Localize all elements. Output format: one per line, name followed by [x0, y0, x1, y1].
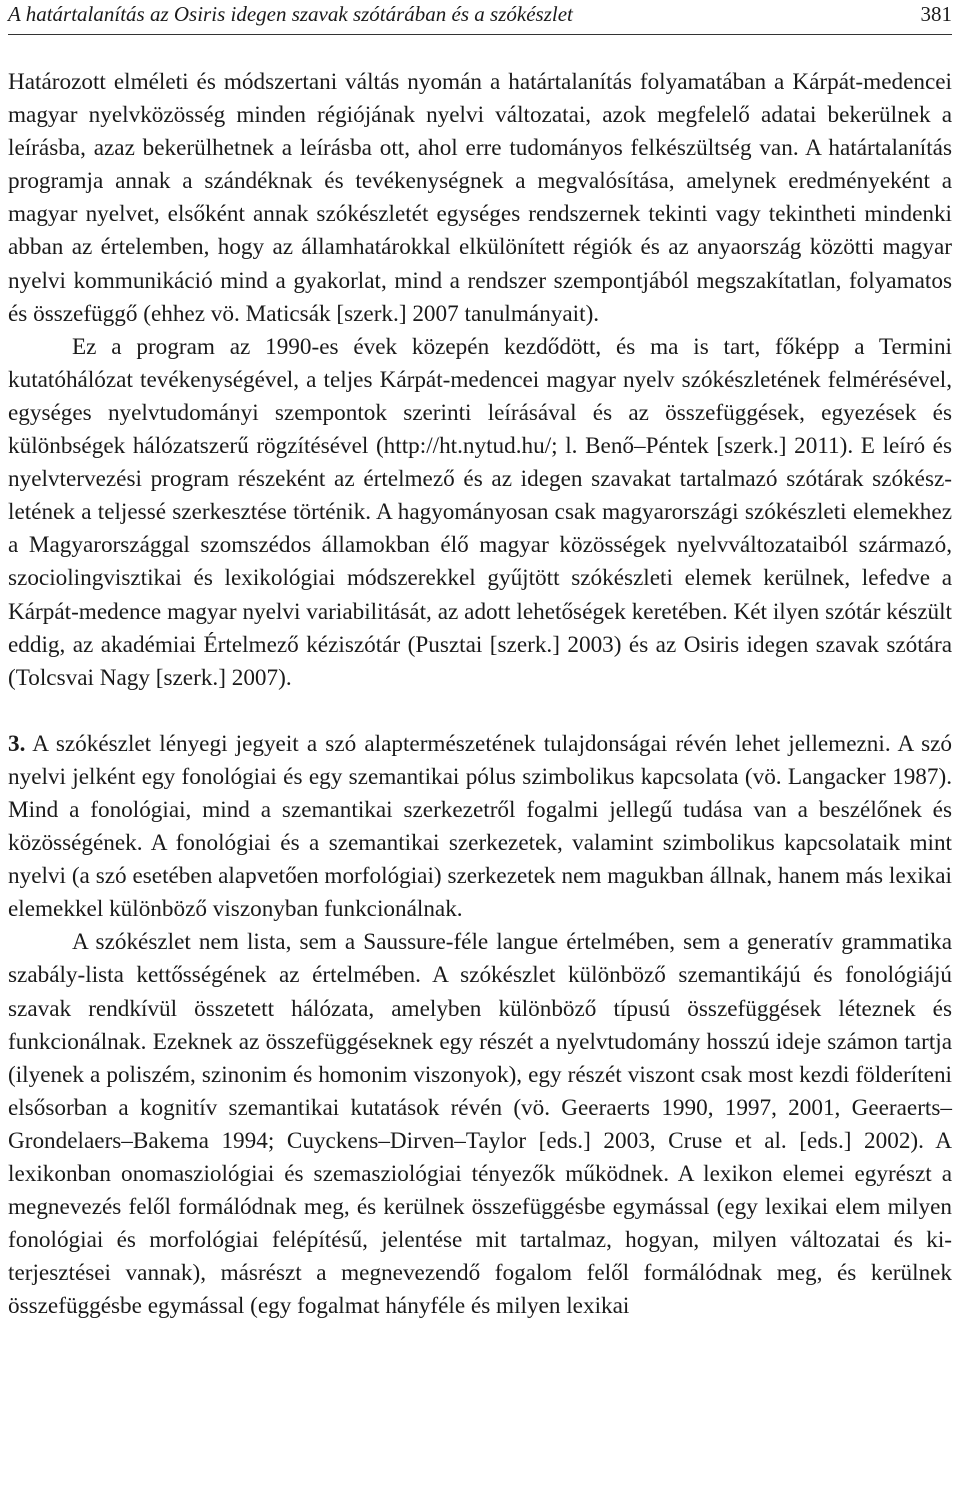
body-text: [8, 66, 952, 1323]
running-header-title: A határtalanítás az Osiris idegen szavak szótárában és a szókészlet: [8, 2, 573, 26]
paragraph: Ez a program az 1990-es évek közepén kezdődött, és ma is tart, főképp a Termini kutatóhálózat tevékenységével, a teljes Kárpát-medencei magyar nyelv szókészletének felmérésével, egységes nyelvtudományi szempontok szerinti leírásával és az összefüggések, egyezések és különbségek hálózatszerű rögzítésével (http://ht.nytud.hu/; l. Benő–Péntek [szerk.] 2011). E leíró és nyelvtervezési program részeként az értelmező és az idegen szavakat tartalmazó szótárak szókészletének a teljessé szerkesztése történik. A hagyományosan csak magyarországi szókészleti elemekhez a Magyarországgal szomszédos államokban élő magyar közösségek nyelvváltozataiból származó, szociolingvisztikai és lexikológiai módszerekkel gyűjtött szókészleti elemek kerülnek, lefedve a Kárpát-medence magyar nyelvi variabilitását, az adott lehetőségek keretében. Két ilyen szótár készült eddig, az akadémiai Értelmező kéziszótár (Pusztai [szerk.] 2003) és az Osiris idegen szavak szótára (Tolcsvai Nagy [szerk.] 2007).: [8, 333, 952, 691]
section-paragraph-text: A szókészlet lényegi jegyeit a szó alaptermészetének tulajdonságai révén lehet jellemezni. A szó nyelvi jelként egy fonológiai és egy szemantikai pólus szimbolikus kapcsolata (vö. Langacker 1987). Mind a fonológiai, mind a szemantikai szerkezetről fogalmi jellegű tudása van a beszélőnek és közösségének. A fonológiai és a szemantikai szerkezetek, valamint szimbolikus kapcsolataik mint nyelvi (a szó esetében alapvetően morfológiai) szerkezetek nem magukban állnak, hanem más lexikai elemekkel különböző viszonyban funkcionálnak.: [8, 730, 952, 923]
running-header: [8, 0, 952, 35]
page: [8, 0, 952, 1506]
section-number: 3.: [8, 730, 26, 757]
page-number: 381: [920, 2, 952, 26]
section-paragraph: [8, 728, 952, 927]
paragraph: Határozott elméleti és módszertani váltás nyomán a határtalanítás folyamatában a Kárpát-medencei magyar nyelvközösség minden régiójának nyelvi változatai, azok megfelelő adatai bekerülnek a leírásba, azaz bekerülhetnek a leírásba ott, ahol erre tudományos felkészültség van. A határtalanítás programja annak a szándéknak és tevékenységnek a megvalósítása, amelynek eredményeként a magyar nyelvet, elsőként annak szókészletét egységes rendszernek tekinti vagy tekintheti mindenki abban az értelemben, hogy az államhatárokkal elkülönített régiók és az anyaország közötti magyar nyelvi kommunikáció mind a gyakorlat, mind a rendszer szempontjából megszakítatlan, folyamatos és összefüggő (ehhez vö. Maticsák [szerk.] 2007 tanulmányait).: [8, 69, 952, 327]
paragraph: A szókészlet nem lista, sem a Saussure-féle langue értelmében, sem a generatív grammatika szabály-lista kettősségének az értelmében. A szókészlet különböző szemantikájú és fonológiájú szavak rendkívül összetett hálózata, amelyben különböző típusú összefüggések léteznek és funkcionálnak. Ezeknek az összefüggéseknek egy részét a nyelvtudomány hosszú ideje számon tartja (ilyenek a poliszém, szinonim és homonim viszonyok), egy részét viszont csak most kezdi földeríteni elsősorban a kognitív szemantikai kutatások révén (vö. Geeraerts 1990, 1997, 2001, Geeraerts–Grondelaers–Bakema 1994; Cuyckens–Dirven–Taylor [eds.] 2003, Cruse et al. [eds.] 2002). A lexikonban onomasziológiai és szemasziológiai tényezők működnek. A lexikon elemei egyrészt a megnevezés felől formálódnak meg, és kerülnek összefüggésbe egymással (egy lexikai elem milyen fonológiai és morfológiai felépítésű, jelentése mit tartalmaz, hogyan, milyen változatai és kiterjesztései vannak), másrészt a megnevezendő fogalom felől formálódnak meg, és kerülnek összefüggésbe egymással (egy fogalmat hányféle és milyen lexikai: [8, 929, 952, 1320]
